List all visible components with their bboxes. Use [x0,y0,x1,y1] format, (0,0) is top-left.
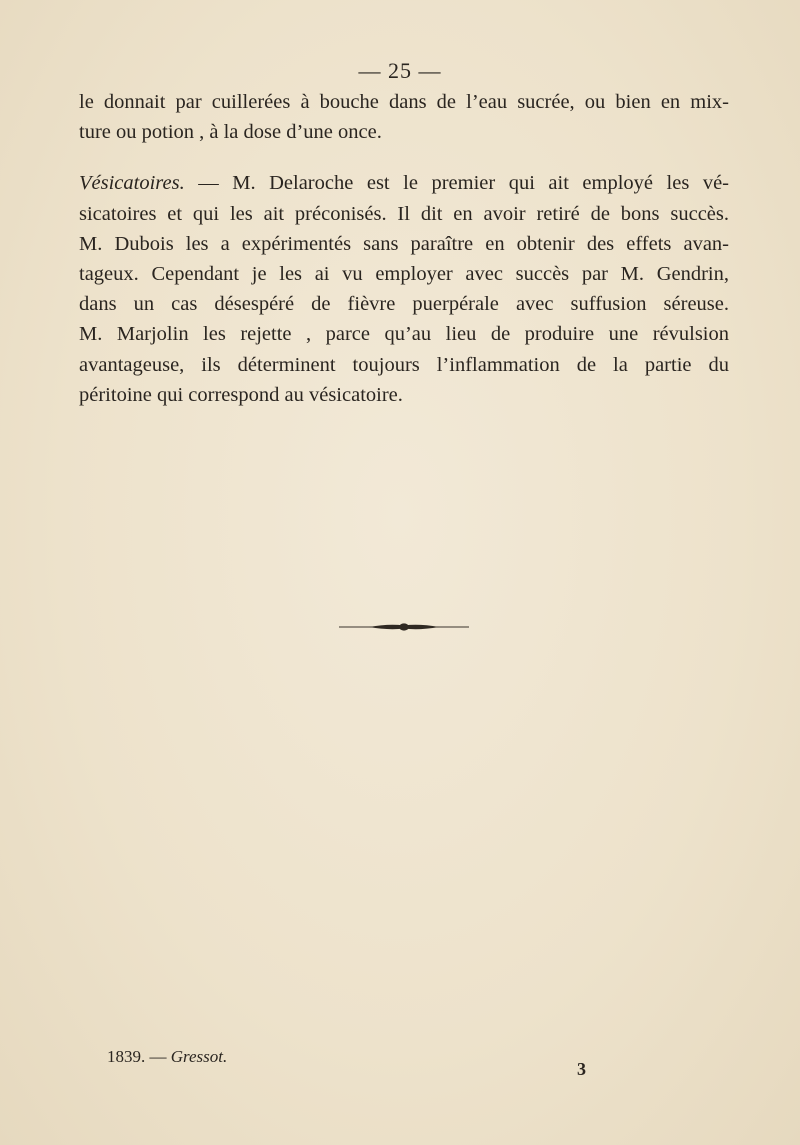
page-number: — 25 — [358,58,442,83]
text-line: tageux. Cependant je les ai vu employer avec succès par M. Gendrin, [79,263,729,286]
text-line: M. Marjolin les rejette , parce qu’au lieu de produire une révulsion [79,323,729,346]
section-heading: Vésicatoires. [79,172,185,195]
text-line: M. Dubois les a expérimentés sans paraître en obtenir des effets avan- [79,232,729,255]
text-line: dans un cas désespéré de fièvre puerpérale avec suffusion séreuse. [79,293,729,316]
footer-author: Gressot. [170,1047,228,1066]
ornament-divider [339,622,469,632]
paragraph-vesicatoires [79,168,729,410]
footer-separator: — [149,1047,167,1066]
paragraph-continuation [79,87,729,147]
text-line: sicatoires et qui les ait préconisés. Il dit en avoir retiré de bons succès. [79,202,729,225]
footer-year: 1839. [107,1047,146,1066]
text-line: le donnait par cuillerées à bouche dans de l’eau sucrée, ou bien en mix- [79,91,729,113]
footer-signature-line [107,1047,227,1067]
text-line [79,168,729,198]
text-fragment: — M. Delaroche est le premier qui ait employé les vé- [184,172,729,195]
text-line: avantageuse, ils déterminent toujours l’inflammation de la partie du [79,353,729,376]
body-text [79,87,729,410]
signature-mark: 3 [577,1059,586,1079]
text-line: ture ou potion , à la dose d’une once. [79,121,382,144]
text-line: péritoine qui correspond au vésicatoire. [79,383,403,406]
